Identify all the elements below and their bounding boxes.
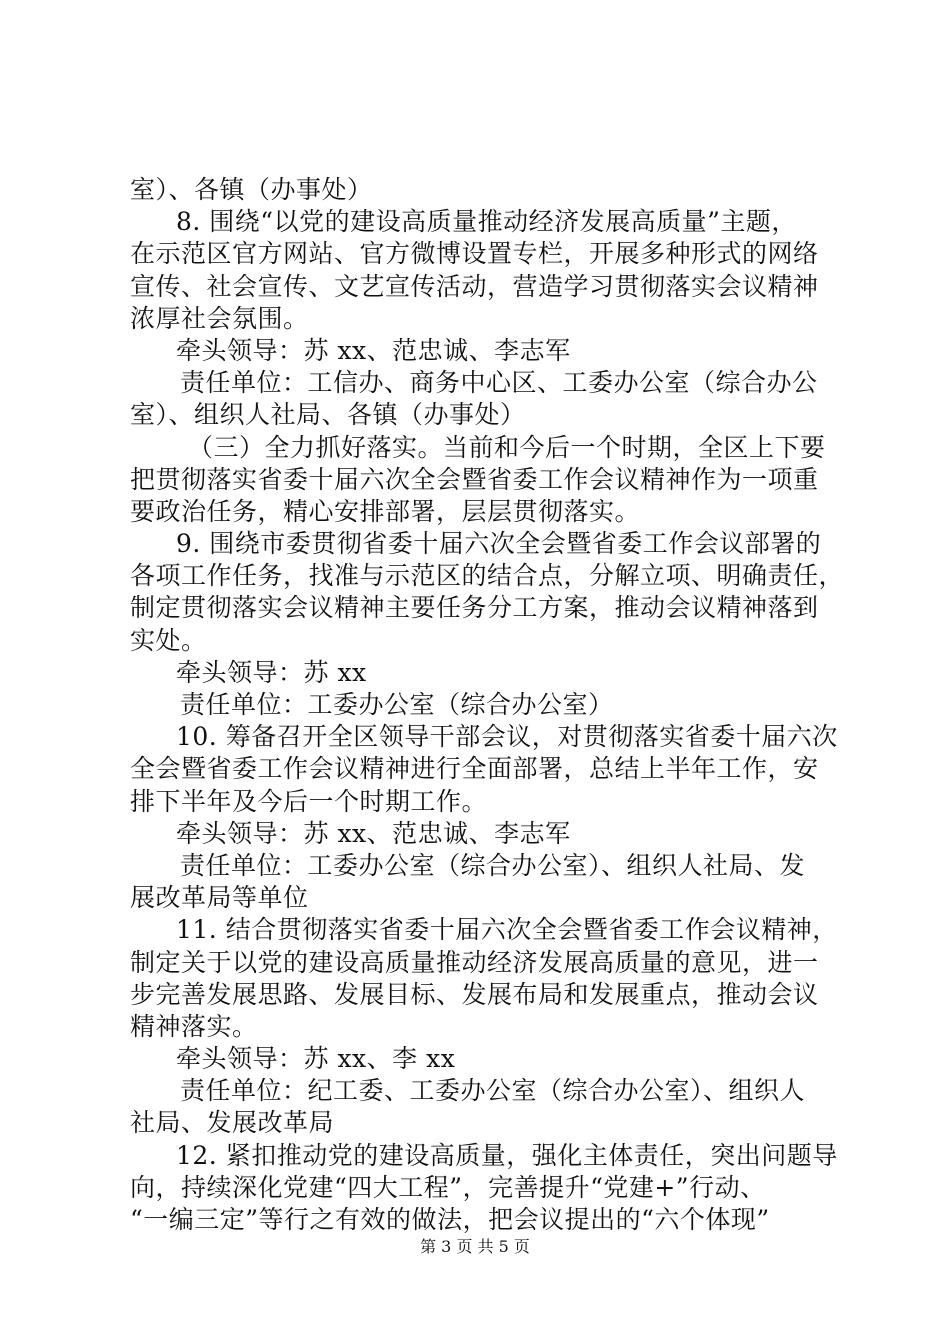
text-line: 室）、各镇（办事处） (130, 175, 373, 204)
text-line: 9. 围绕市委贯彻省委十届六次全会暨省委工作会议部署的 (176, 529, 822, 559)
text-line: 浓厚社会氛围。 (130, 303, 309, 333)
text-line: 责任单位：工信办、商务中心区、工委办公室（综合办公 (180, 368, 818, 398)
text-line: 牵头领导：苏 xx、李 xx (176, 1044, 456, 1074)
text-line: 10. 筹备召开全区领导干部会议，对贯彻落实省委十届六次 (176, 722, 838, 752)
text-line: 排下半年及今后一个时期工作。 (130, 786, 488, 816)
text-line: 责任单位：工委办公室（综合办公室）、组织人社局、发 (180, 850, 806, 880)
text-line: 8. 围绕“以党的建设高质量推动经济发展高质量”主题， (176, 207, 797, 237)
text-line: 牵头领导：苏 xx、范忠诚、李志军 (176, 335, 571, 365)
text-line: 各项工作任务，找准与示范区的结合点，分解立项、明确责任， (130, 561, 845, 591)
text-line: 制定贯彻落实会议精神主要任务分工方案，推动会议精神落到 (130, 593, 819, 623)
text-line: 牵头领导：苏 xx (176, 657, 367, 687)
text-line: 把贯彻落实省委十届六次全会暨省委工作会议精神作为一项重 (130, 464, 819, 494)
text-line: 制定关于以党的建设高质量推动经济发展高质量的意见，进一 (130, 947, 819, 977)
text-line: （三）全力抓好落实。当前和今后一个时期，全区上下要 (188, 432, 826, 462)
text-line: 步完善发展思路、发展目标、发展布局和发展重点，推动会议 (130, 979, 819, 1009)
text-line: 11. 结合贯彻落实省委十届六次全会暨省委工作会议精神， (176, 915, 838, 945)
page-number: 第 3 页 共 5 页 (420, 1237, 530, 1256)
text-line: 展改革局等单位 (130, 883, 309, 913)
text-line: 向，持续深化党建“四大工程”，完善提升“党建+”行动、 (130, 1172, 766, 1202)
text-line: 责任单位：工委办公室（综合办公室） (180, 690, 614, 719)
text-line: 要政治任务，精心安排部署，层层贯彻落实。 (130, 496, 641, 526)
text-line: 实处。 (130, 625, 207, 655)
text-line: 牵头领导：苏 xx、范忠诚、李志军 (176, 818, 571, 848)
text-line: 社局、发展改革局 (130, 1108, 335, 1138)
text-line: 责任单位：纪工委、工委办公室（综合办公室）、组织人 (180, 1076, 806, 1106)
text-line: “一编三定”等行之有效的做法，把会议提出的“六个体现” (130, 1205, 770, 1234)
text-line: 在示范区官方网站、官方微博设置专栏，开展多种形式的网络 (130, 239, 819, 269)
text-line: 12. 紧扣推动党的建设高质量，强化主体责任，突出问题导 (176, 1140, 838, 1170)
text-line: 宣传、社会宣传、文艺宣传活动，营造学习贯彻落实会议精神 (130, 271, 819, 301)
text-line: 室）、组织人社局、各镇（办事处） (130, 400, 526, 430)
text-line: 全会暨省委工作会议精神进行全面部署，总结上半年工作，安 (130, 754, 819, 784)
document-body (130, 174, 845, 1236)
text-line: 精神落实。 (130, 1011, 258, 1041)
